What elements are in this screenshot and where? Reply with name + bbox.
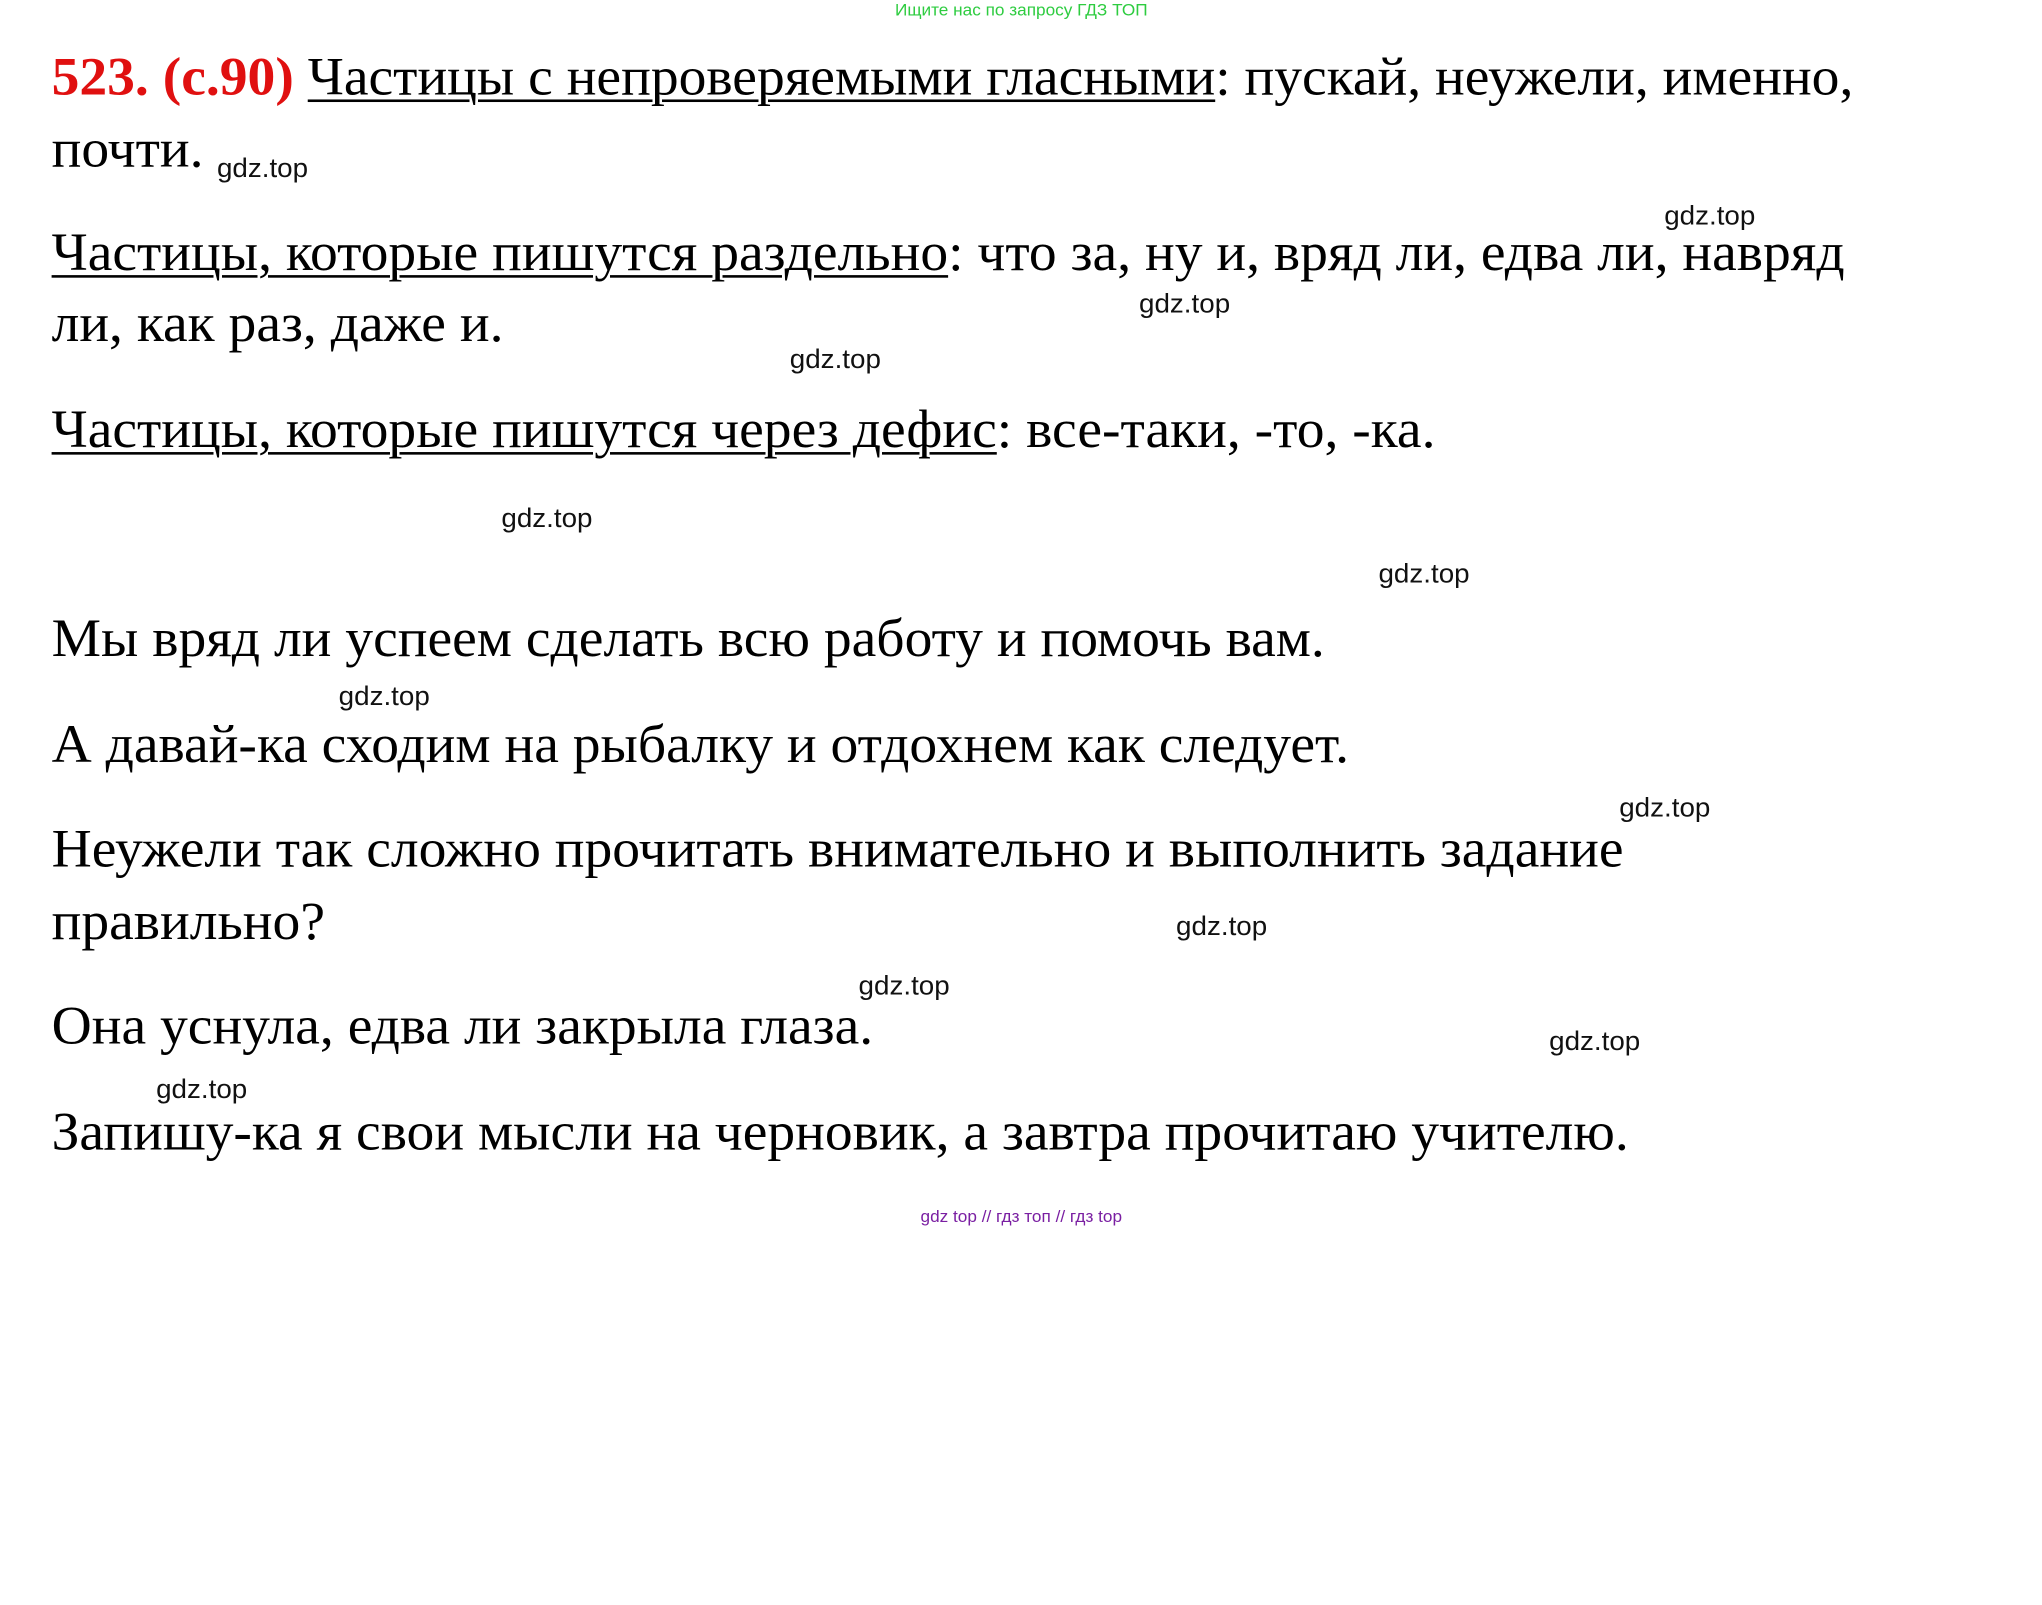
rule3-title: Частицы, которые пишутся через дефис <box>51 400 997 460</box>
watermark: gdz.top <box>1139 289 1231 320</box>
watermark: gdz.top <box>1176 911 1268 942</box>
rule2-line-1 <box>52 222 1845 284</box>
exercise-number: 523. (с.90) <box>51 47 294 108</box>
sentence-5: Запишу-ка я свои мысли на черновик, а завтра прочитаю учителю. <box>51 1103 1629 1163</box>
header-note: Ищите нас по запросу ГДЗ ТОП <box>895 0 1148 20</box>
sentence-2: А давай-ка сходим на рыбалку и отдохнем как следует. <box>51 715 1350 775</box>
watermark: gdz.top <box>338 681 430 712</box>
rule3-line <box>52 399 1436 461</box>
rule3-text: : все-таки, -то, -ка. <box>996 400 1436 460</box>
watermark: gdz.top <box>156 1074 248 1105</box>
rule1-line-2 <box>52 119 204 181</box>
sentence-4: Она уснула, едва ли закрыла глаза. <box>51 997 874 1057</box>
rule2-title: Частицы, которые пишутся раздельно <box>51 223 949 283</box>
footer-note: gdz top // гдз топ // гдз top <box>920 1206 1123 1226</box>
watermark: gdz.top <box>1378 559 1470 589</box>
rule1-title: Частицы с непроверяемыми гласными <box>307 47 1216 108</box>
rule1-text-b: почти. <box>51 120 204 180</box>
sentence-3b: правильно? <box>51 892 325 952</box>
watermark: gdz.top <box>1549 1026 1641 1057</box>
rule1-text-a: : пускай, неужели, именно, <box>1215 47 1854 108</box>
rule2-line-2 <box>52 293 504 355</box>
watermark: gdz.top <box>501 503 593 534</box>
rule1-line-1 <box>52 46 1854 108</box>
rule2-text-a: : что за, ну и, вряд ли, едва ли, навряд <box>948 223 1845 283</box>
watermark: gdz.top <box>1619 793 1711 823</box>
sentence-3a: Неужели так сложно прочитать внимательно и выполнить задание <box>51 820 1624 880</box>
sentence-1: Мы вряд ли успеем сделать всю работу и помочь вам. <box>51 609 1325 670</box>
watermark: gdz.top <box>858 971 950 1001</box>
watermark: gdz.top <box>216 153 309 184</box>
watermark: gdz.top <box>1664 201 1756 232</box>
rule2-text-b: ли, как раз, даже и. <box>51 294 504 354</box>
watermark: gdz.top <box>789 344 881 375</box>
